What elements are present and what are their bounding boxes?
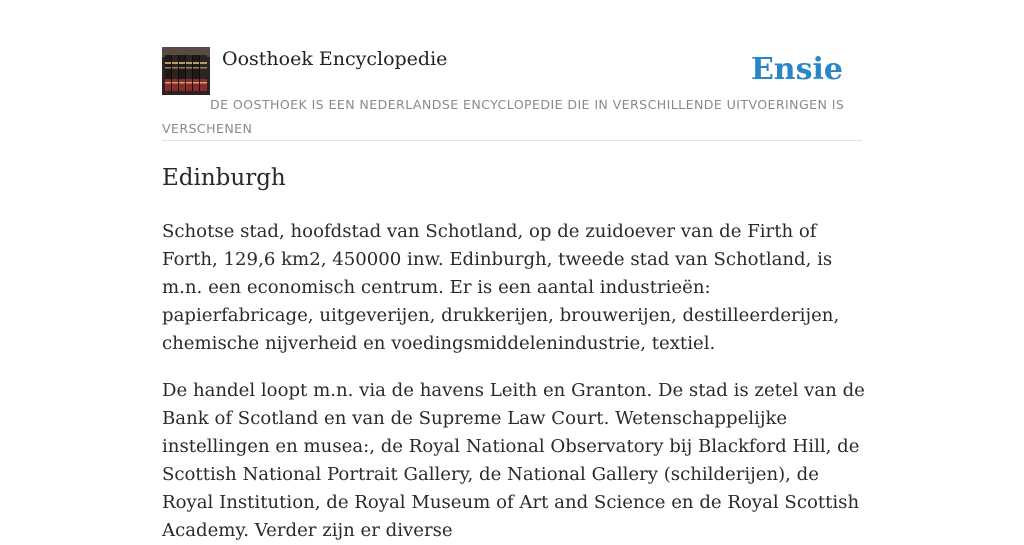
article [162, 160, 867, 545]
article-title: Edinburgh [162, 165, 286, 191]
site-tagline: DE OOSTHOEK IS EEN NEDERLANDSE ENCYCLOPEDIE DIE IN VERSCHILLENDE UITVOERINGEN IS VERSCHENEN [162, 97, 845, 136]
avatar[interactable] [162, 47, 210, 95]
article-paragraph: De handel loopt m.n. via de havens Leith en Granton. De stad is zetel van de Bank of Scotland en van de Supreme Law Court. Wetenschappelijke instellingen en musea:, de Royal National Observatory bij Blackford Hill, de Scottish National Portrait Gallery, de National Gallery (schilderijen), de Royal Institution, de Royal Museum of Art and Science en de Royal Scottish Academy. Verder zijn er diverse [162, 380, 865, 541]
article-paragraph: Schotse stad, hoofdstad van Schotland, op de zuidoever van de Firth of Forth, 129,6 km2, 450000 inw. Edinburgh, tweede stad van Schotland, is m.n. een economisch centrum. Er is een aantal industrieën: papierfabricage, uitgeverijen, drukkerijen, brouwerijen, destilleerderijen, chemische nijverheid en voedingsmiddelenindustrie, textiel. [162, 221, 840, 354]
site-title[interactable]: Oosthoek Encyclopedie [222, 48, 448, 70]
encyclopedia-books-icon [162, 47, 210, 95]
brand-logo[interactable]: Ensie [750, 52, 843, 87]
site-header [162, 46, 862, 141]
